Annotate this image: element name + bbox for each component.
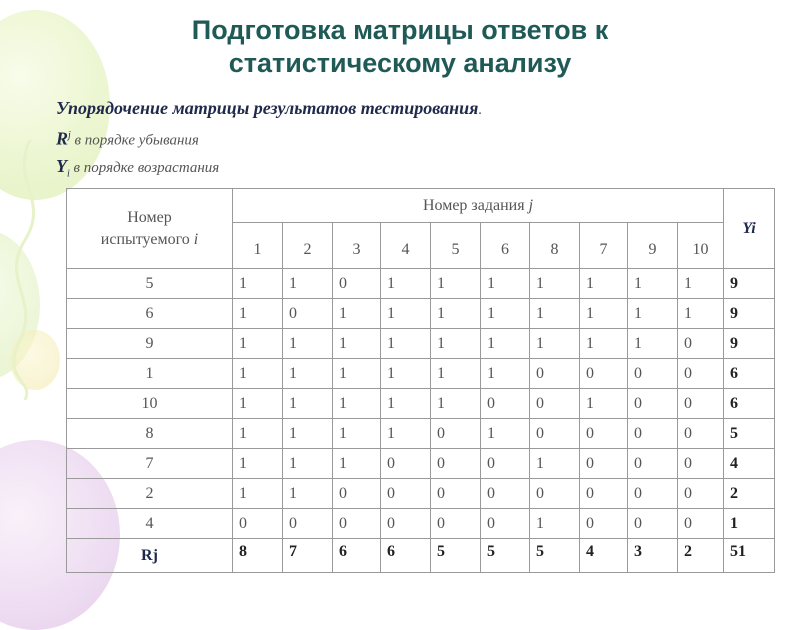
answer-cell: 1 xyxy=(283,269,333,299)
yi-total-cell: 5 xyxy=(724,419,775,449)
answer-cell: 0 xyxy=(678,449,724,479)
task-number-header: 10 xyxy=(678,223,724,269)
answer-cell: 1 xyxy=(283,449,333,479)
answer-cell: 0 xyxy=(381,509,431,539)
answer-cell: 1 xyxy=(233,389,283,419)
answer-cell: 0 xyxy=(333,479,381,509)
answer-cell: 1 xyxy=(333,359,381,389)
answer-cell: 0 xyxy=(678,359,724,389)
answer-cell: 1 xyxy=(678,299,724,329)
answer-cell: 1 xyxy=(283,479,333,509)
answer-cell: 1 xyxy=(580,299,628,329)
answer-cell: 1 xyxy=(481,359,530,389)
answer-cell: 0 xyxy=(283,299,333,329)
answer-cell: 0 xyxy=(381,479,431,509)
answer-cell: 0 xyxy=(431,419,481,449)
answer-cell: 0 xyxy=(580,449,628,479)
answer-cell: 1 xyxy=(283,359,333,389)
answer-cell: 1 xyxy=(233,449,283,479)
answer-cell: 1 xyxy=(381,329,431,359)
answer-matrix-table xyxy=(66,188,775,573)
task-number-header: 6 xyxy=(481,223,530,269)
answer-cell: 0 xyxy=(431,479,481,509)
answer-cell: 0 xyxy=(580,509,628,539)
answer-cell: 0 xyxy=(530,359,580,389)
answer-cell: 0 xyxy=(628,359,678,389)
answer-cell: 0 xyxy=(233,509,283,539)
answer-cell: 0 xyxy=(580,479,628,509)
subtitle-line-1: Упорядочение матрицы результатов тестирования. xyxy=(56,98,483,118)
test-taker-number: 5 xyxy=(67,269,233,299)
yi-total-cell: 4 xyxy=(724,449,775,479)
yi-total-cell: 6 xyxy=(724,359,775,389)
answer-cell: 1 xyxy=(431,389,481,419)
answer-cell: 1 xyxy=(233,299,283,329)
task-number-header: 5 xyxy=(431,223,481,269)
answer-cell: 1 xyxy=(381,299,431,329)
table-row xyxy=(67,269,775,299)
yi-total-cell: 9 xyxy=(724,269,775,299)
answer-cell: 1 xyxy=(628,299,678,329)
answer-cell: 1 xyxy=(481,299,530,329)
answer-cell: 1 xyxy=(233,479,283,509)
rj-total-cell: 51 xyxy=(724,539,775,573)
answer-cell: 1 xyxy=(530,509,580,539)
subtitle-line-2: $R^j$ в порядке убывания xyxy=(56,128,199,149)
table-row xyxy=(67,359,775,389)
test-taker-number: 4 xyxy=(67,509,233,539)
answer-cell: 1 xyxy=(233,329,283,359)
subtitle-block xyxy=(56,96,482,186)
yi-total-cell: 1 xyxy=(724,509,775,539)
answer-cell: 1 xyxy=(333,389,381,419)
header-yi: Yi xyxy=(724,189,775,269)
answer-cell: 1 xyxy=(530,269,580,299)
answer-cell: 1 xyxy=(233,269,283,299)
answer-cell: 1 xyxy=(530,299,580,329)
yi-total-cell: 6 xyxy=(724,389,775,419)
answer-cell: 1 xyxy=(333,329,381,359)
answer-cell: 0 xyxy=(481,449,530,479)
answer-cell: 1 xyxy=(580,269,628,299)
answer-cell: 0 xyxy=(283,509,333,539)
answer-cell: 0 xyxy=(481,509,530,539)
answer-cell: 0 xyxy=(628,419,678,449)
test-taker-number: 9 xyxy=(67,329,233,359)
answer-cell: 0 xyxy=(678,329,724,359)
rj-value-cell: 5 xyxy=(431,539,481,573)
task-number-header: 9 xyxy=(628,223,678,269)
yi-total-cell: 9 xyxy=(724,299,775,329)
answer-cell: 1 xyxy=(481,269,530,299)
answer-cell: 0 xyxy=(580,419,628,449)
answer-cell: 1 xyxy=(628,329,678,359)
table-row xyxy=(67,509,775,539)
answer-cell: 1 xyxy=(283,329,333,359)
answer-cell: 0 xyxy=(481,479,530,509)
test-taker-number: 2 xyxy=(67,479,233,509)
answer-cell: 1 xyxy=(381,419,431,449)
answer-cell: 0 xyxy=(333,509,381,539)
test-taker-number: 1 xyxy=(67,359,233,389)
answer-cell: 1 xyxy=(431,299,481,329)
rj-value-cell: 7 xyxy=(283,539,333,573)
answer-cell: 0 xyxy=(628,389,678,419)
answer-cell: 1 xyxy=(283,389,333,419)
task-number-header: 8 xyxy=(530,223,580,269)
answer-cell: 1 xyxy=(333,449,381,479)
answer-cell: 0 xyxy=(431,449,481,479)
table-row xyxy=(67,449,775,479)
table-row xyxy=(67,419,775,449)
header-row xyxy=(67,189,775,223)
answer-cell: 0 xyxy=(580,359,628,389)
answer-cell: 1 xyxy=(530,449,580,479)
answer-cell: 1 xyxy=(431,329,481,359)
answer-cell: 0 xyxy=(333,269,381,299)
answer-cell: 1 xyxy=(233,419,283,449)
rj-row xyxy=(67,539,775,573)
answer-cell: 1 xyxy=(333,299,381,329)
table-row xyxy=(67,389,775,419)
rj-value-cell: 5 xyxy=(530,539,580,573)
task-number-header: 7 xyxy=(580,223,628,269)
rj-label: Rj xyxy=(67,539,233,573)
answer-cell: 0 xyxy=(431,509,481,539)
table-row xyxy=(67,479,775,509)
table-row xyxy=(67,329,775,359)
answer-cell: 1 xyxy=(283,419,333,449)
answer-cell: 0 xyxy=(678,509,724,539)
answer-cell: 1 xyxy=(431,269,481,299)
answer-cell: 0 xyxy=(481,389,530,419)
answer-cell: 1 xyxy=(233,359,283,389)
task-number-header: 4 xyxy=(381,223,431,269)
rj-value-cell: 5 xyxy=(481,539,530,573)
answer-cell: 0 xyxy=(678,479,724,509)
answer-cell: 0 xyxy=(381,449,431,479)
answer-cell: 1 xyxy=(381,359,431,389)
rj-value-cell: 8 xyxy=(233,539,283,573)
test-taker-number: 6 xyxy=(67,299,233,329)
answer-cell: 1 xyxy=(628,269,678,299)
yi-total-cell: 2 xyxy=(724,479,775,509)
subtitle-line-3: $Y_i$ в порядке возрастания xyxy=(56,155,220,180)
page-title: Подготовка матрицы ответов к статистическому анализу xyxy=(191,15,609,78)
answer-cell: 0 xyxy=(530,419,580,449)
table-row xyxy=(67,299,775,329)
answer-cell: 0 xyxy=(628,509,678,539)
rj-value-cell: 2 xyxy=(678,539,724,573)
task-number-header: 3 xyxy=(333,223,381,269)
rj-value-cell: 6 xyxy=(333,539,381,573)
answer-cell: 0 xyxy=(678,419,724,449)
answer-cell: 1 xyxy=(678,269,724,299)
header-task-number: Номер задания j xyxy=(233,189,724,223)
answer-cell: 1 xyxy=(580,329,628,359)
test-taker-number: 8 xyxy=(67,419,233,449)
rj-value-cell: 3 xyxy=(628,539,678,573)
rj-value-cell: 6 xyxy=(381,539,431,573)
header-test-number: Номер испытуемого i xyxy=(67,189,233,269)
answer-cell: 1 xyxy=(381,389,431,419)
answer-cell: 0 xyxy=(628,479,678,509)
task-number-header: 1 xyxy=(233,223,283,269)
answer-cell: 1 xyxy=(333,419,381,449)
answer-cell: 1 xyxy=(481,419,530,449)
answer-cell: 1 xyxy=(431,359,481,389)
test-taker-number: 7 xyxy=(67,449,233,479)
answer-cell: 1 xyxy=(530,329,580,359)
decorative-squiggle xyxy=(0,140,60,400)
answer-cell: 0 xyxy=(530,479,580,509)
task-number-header: 2 xyxy=(283,223,333,269)
answer-cell: 0 xyxy=(678,389,724,419)
test-taker-number: 10 xyxy=(67,389,233,419)
answer-cell: 1 xyxy=(481,329,530,359)
answer-cell: 0 xyxy=(530,389,580,419)
rj-value-cell: 4 xyxy=(580,539,628,573)
answer-cell: 0 xyxy=(628,449,678,479)
yi-total-cell: 9 xyxy=(724,329,775,359)
answer-cell: 1 xyxy=(580,389,628,419)
answer-cell: 1 xyxy=(381,269,431,299)
